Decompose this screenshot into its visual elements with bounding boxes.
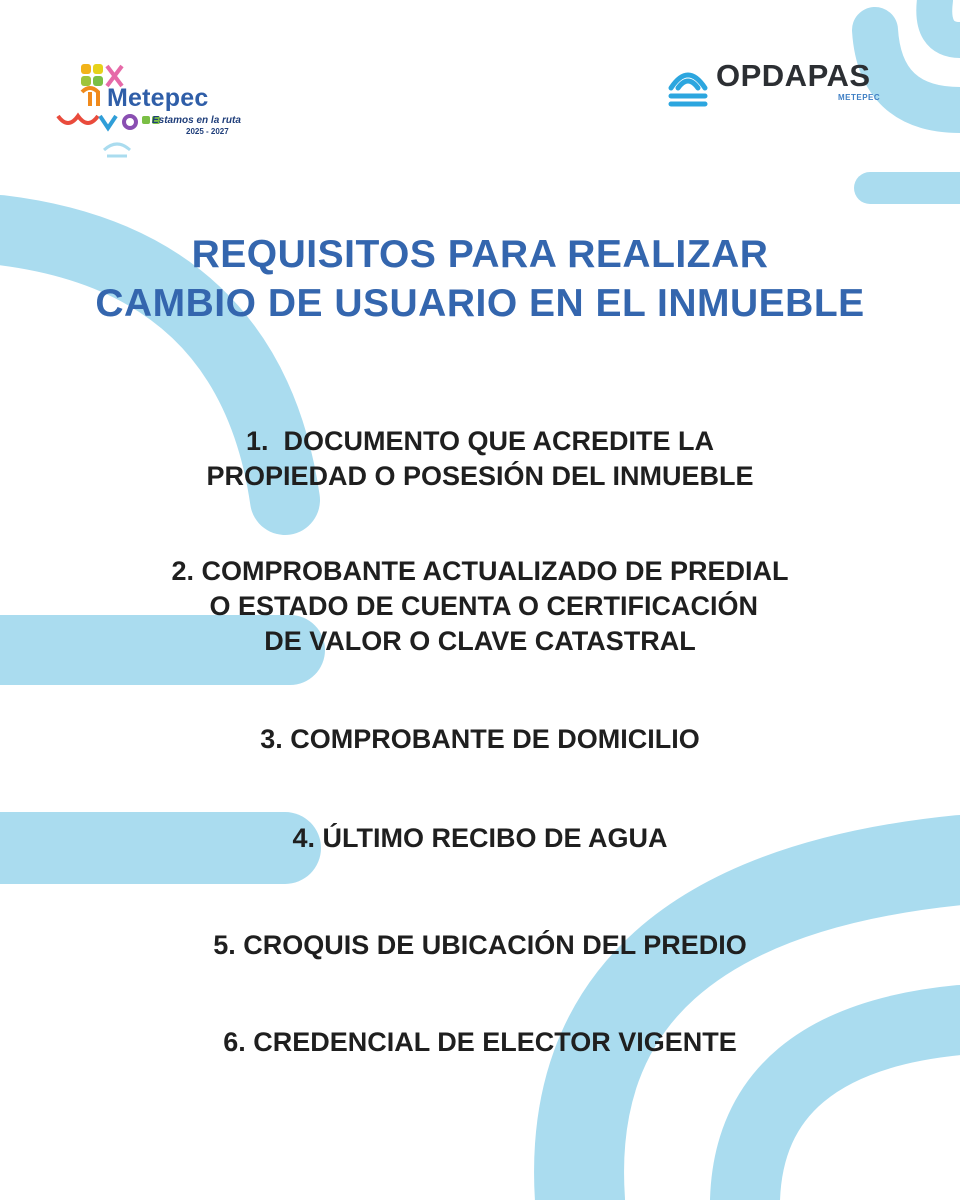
requirement-line: PROPIEDAD O POSESIÓN DEL INMUEBLE xyxy=(206,461,754,491)
requirement-line: 3. COMPROBANTE DE DOMICILIO xyxy=(260,724,700,754)
metepec-logo-icon xyxy=(52,58,252,168)
requirement-item xyxy=(0,722,960,757)
metepec-years: 2025 - 2027 xyxy=(186,127,229,136)
opdapas-logo-text: OPDAPAS xyxy=(716,58,871,93)
requirement-line: 1. DOCUMENTO QUE ACREDITE LA xyxy=(245,426,715,456)
metepec-tagline: Estamos en la ruta xyxy=(152,115,241,126)
requirement-line: 5. CROQUIS DE UBICACIÓN DEL PREDIO xyxy=(213,930,747,960)
requirement-item xyxy=(0,554,960,659)
title-line-2: CAMBIO DE USUARIO EN EL INMUEBLE xyxy=(95,282,865,325)
requirement-line: 4. ÚLTIMO RECIBO DE AGUA xyxy=(292,823,668,853)
requirement-line: DE VALOR O CLAVE CATASTRAL xyxy=(264,626,696,656)
requirement-item xyxy=(0,821,960,856)
requirement-line: O ESTADO DE CUENTA O CERTIFICACIÓN xyxy=(201,591,758,621)
page-title xyxy=(0,230,960,328)
requirement-line: 6. CREDENCIAL DE ELECTOR VIGENTE xyxy=(223,1027,737,1057)
requirement-line: 2. COMPROBANTE ACTUALIZADO DE PREDIAL xyxy=(171,556,789,586)
title-line-1: REQUISITOS PARA REALIZAR xyxy=(191,233,769,276)
metepec-logo-text: Metepec xyxy=(107,84,209,112)
requirement-item xyxy=(0,928,960,963)
requirement-item xyxy=(0,1025,960,1060)
requirement-item xyxy=(0,424,960,494)
opdapas-subtitle: METEPEC xyxy=(838,93,881,102)
